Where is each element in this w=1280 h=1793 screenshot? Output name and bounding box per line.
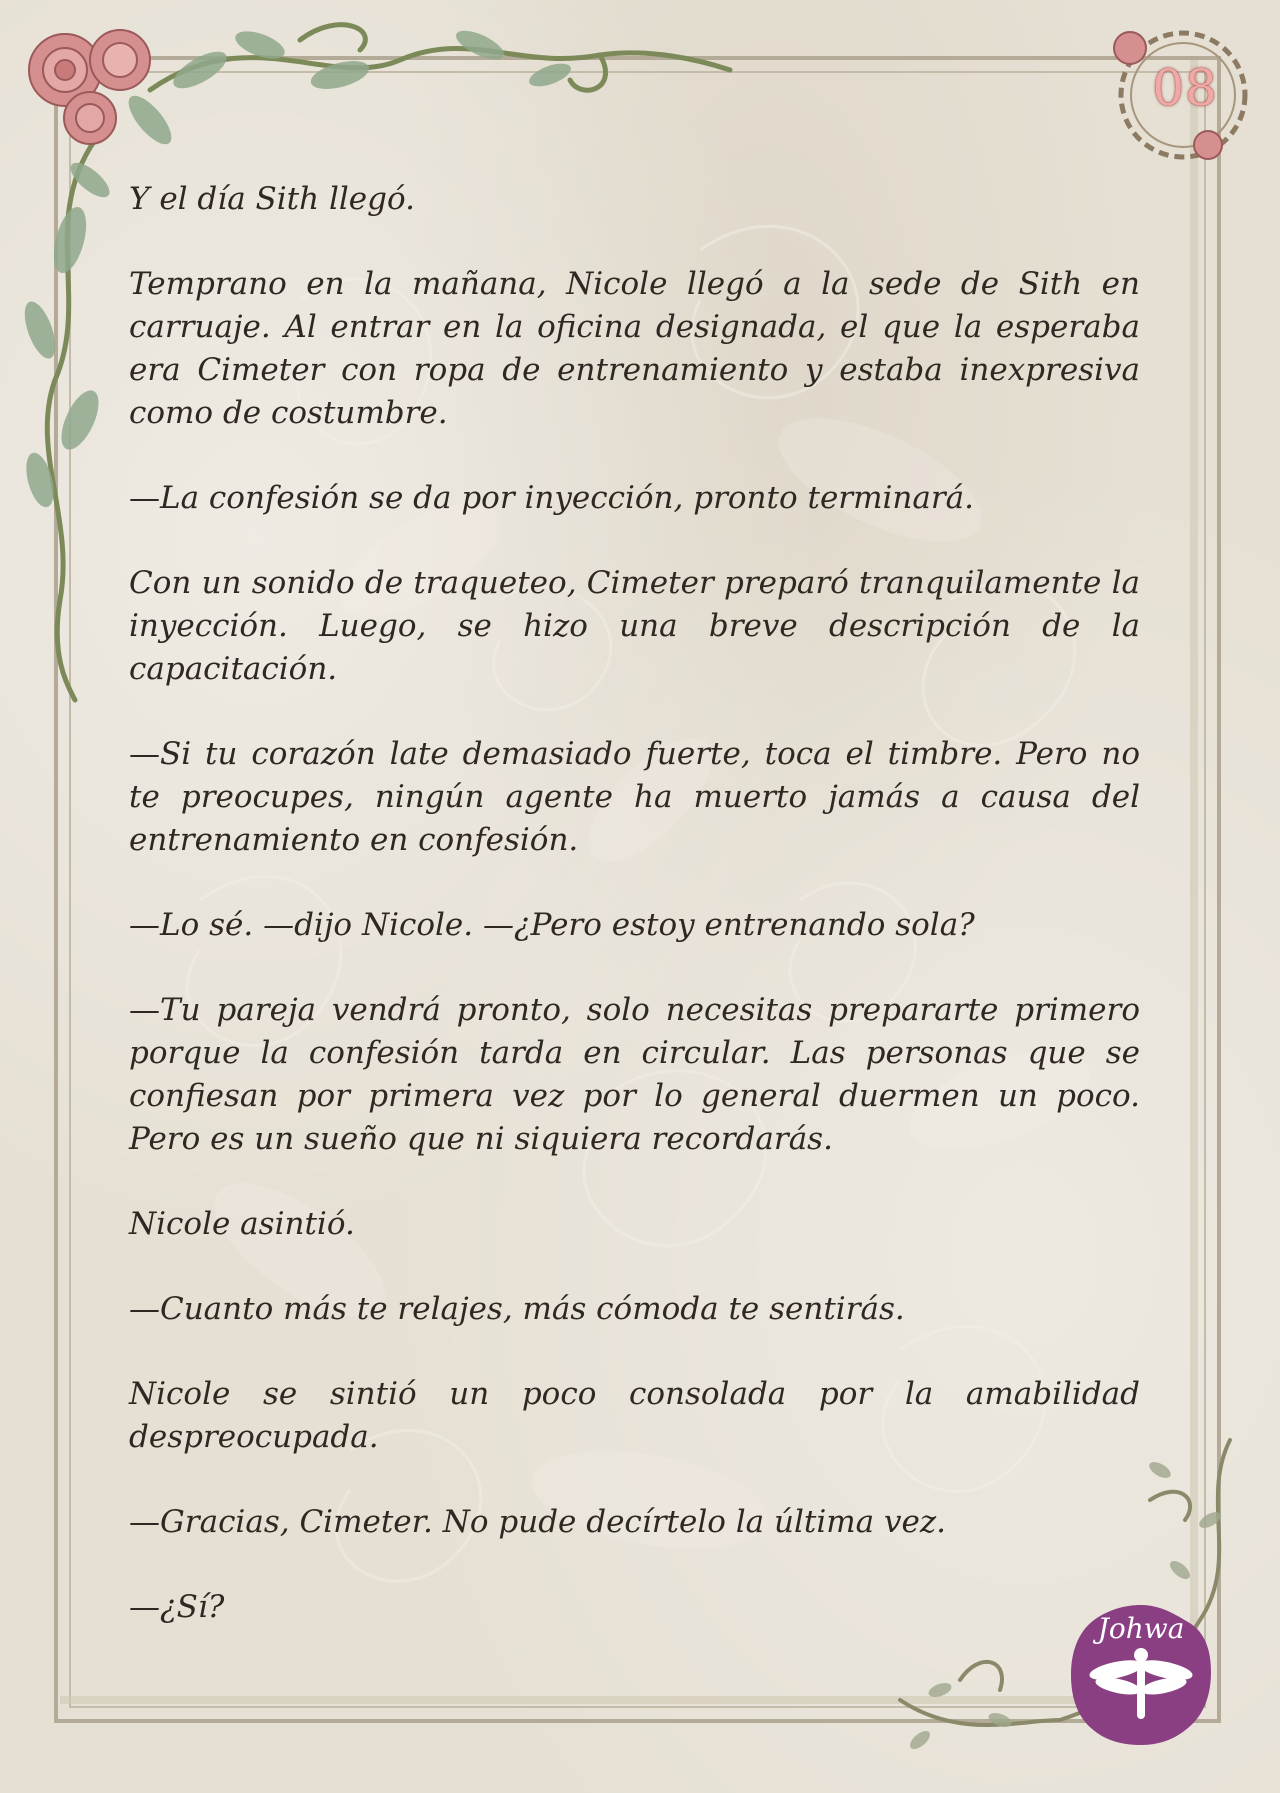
paragraph: Con un sonido de traqueteo, Cimeter preparó tranquilamente la inyección. Luego, se hizo una breve descripción de la capacitación. <box>129 565 1140 687</box>
paragraph: —Tu pareja vendrá pronto, solo necesitas prepararte primero porque la confesión tarda en circular. Las personas que se confiesan por primera vez por lo general duermen un poco. Pero es un sueño que ni siquiera recordarás. <box>129 992 1140 1157</box>
paragraph: —¿Sí? <box>129 1589 225 1625</box>
paragraph: Nicole se sintió un poco consolada por la amabilidad despreocupada. <box>129 1376 1140 1455</box>
paragraph: —La confesión se da por inyección, pronto terminará. <box>129 480 975 516</box>
paragraph: —Cuanto más te relajes, más cómoda te sentirás. <box>129 1291 905 1327</box>
paragraph: Temprano en la mañana, Nicole llegó a la sede de Sith en carruaje. Al entrar en la oficina designada, el que la esperaba era Cimeter con ropa de entrenamiento y estaba inexpresiva como de costumbre. <box>129 266 1140 431</box>
paragraph: Y el día Sith llegó. <box>129 181 415 217</box>
rose-ornament <box>29 30 150 144</box>
story-text <box>129 178 1140 1671</box>
paragraph: —Gracias, Cimeter. No pude decírtelo la última vez. <box>129 1504 947 1540</box>
page-number: 08 <box>1152 59 1218 117</box>
paragraph: Nicole asintió. <box>129 1206 355 1242</box>
paragraph: —Lo sé. —dijo Nicole. —¿Pero estoy entrenando sola? <box>129 907 975 943</box>
paragraph: —Si tu corazón late demasiado fuerte, toca el timbre. Pero no te preocupes, ningún agente ha muerto jamás a causa del entrenamiento en confesión. <box>129 736 1140 858</box>
brand-name: Johwa <box>1097 1612 1185 1645</box>
